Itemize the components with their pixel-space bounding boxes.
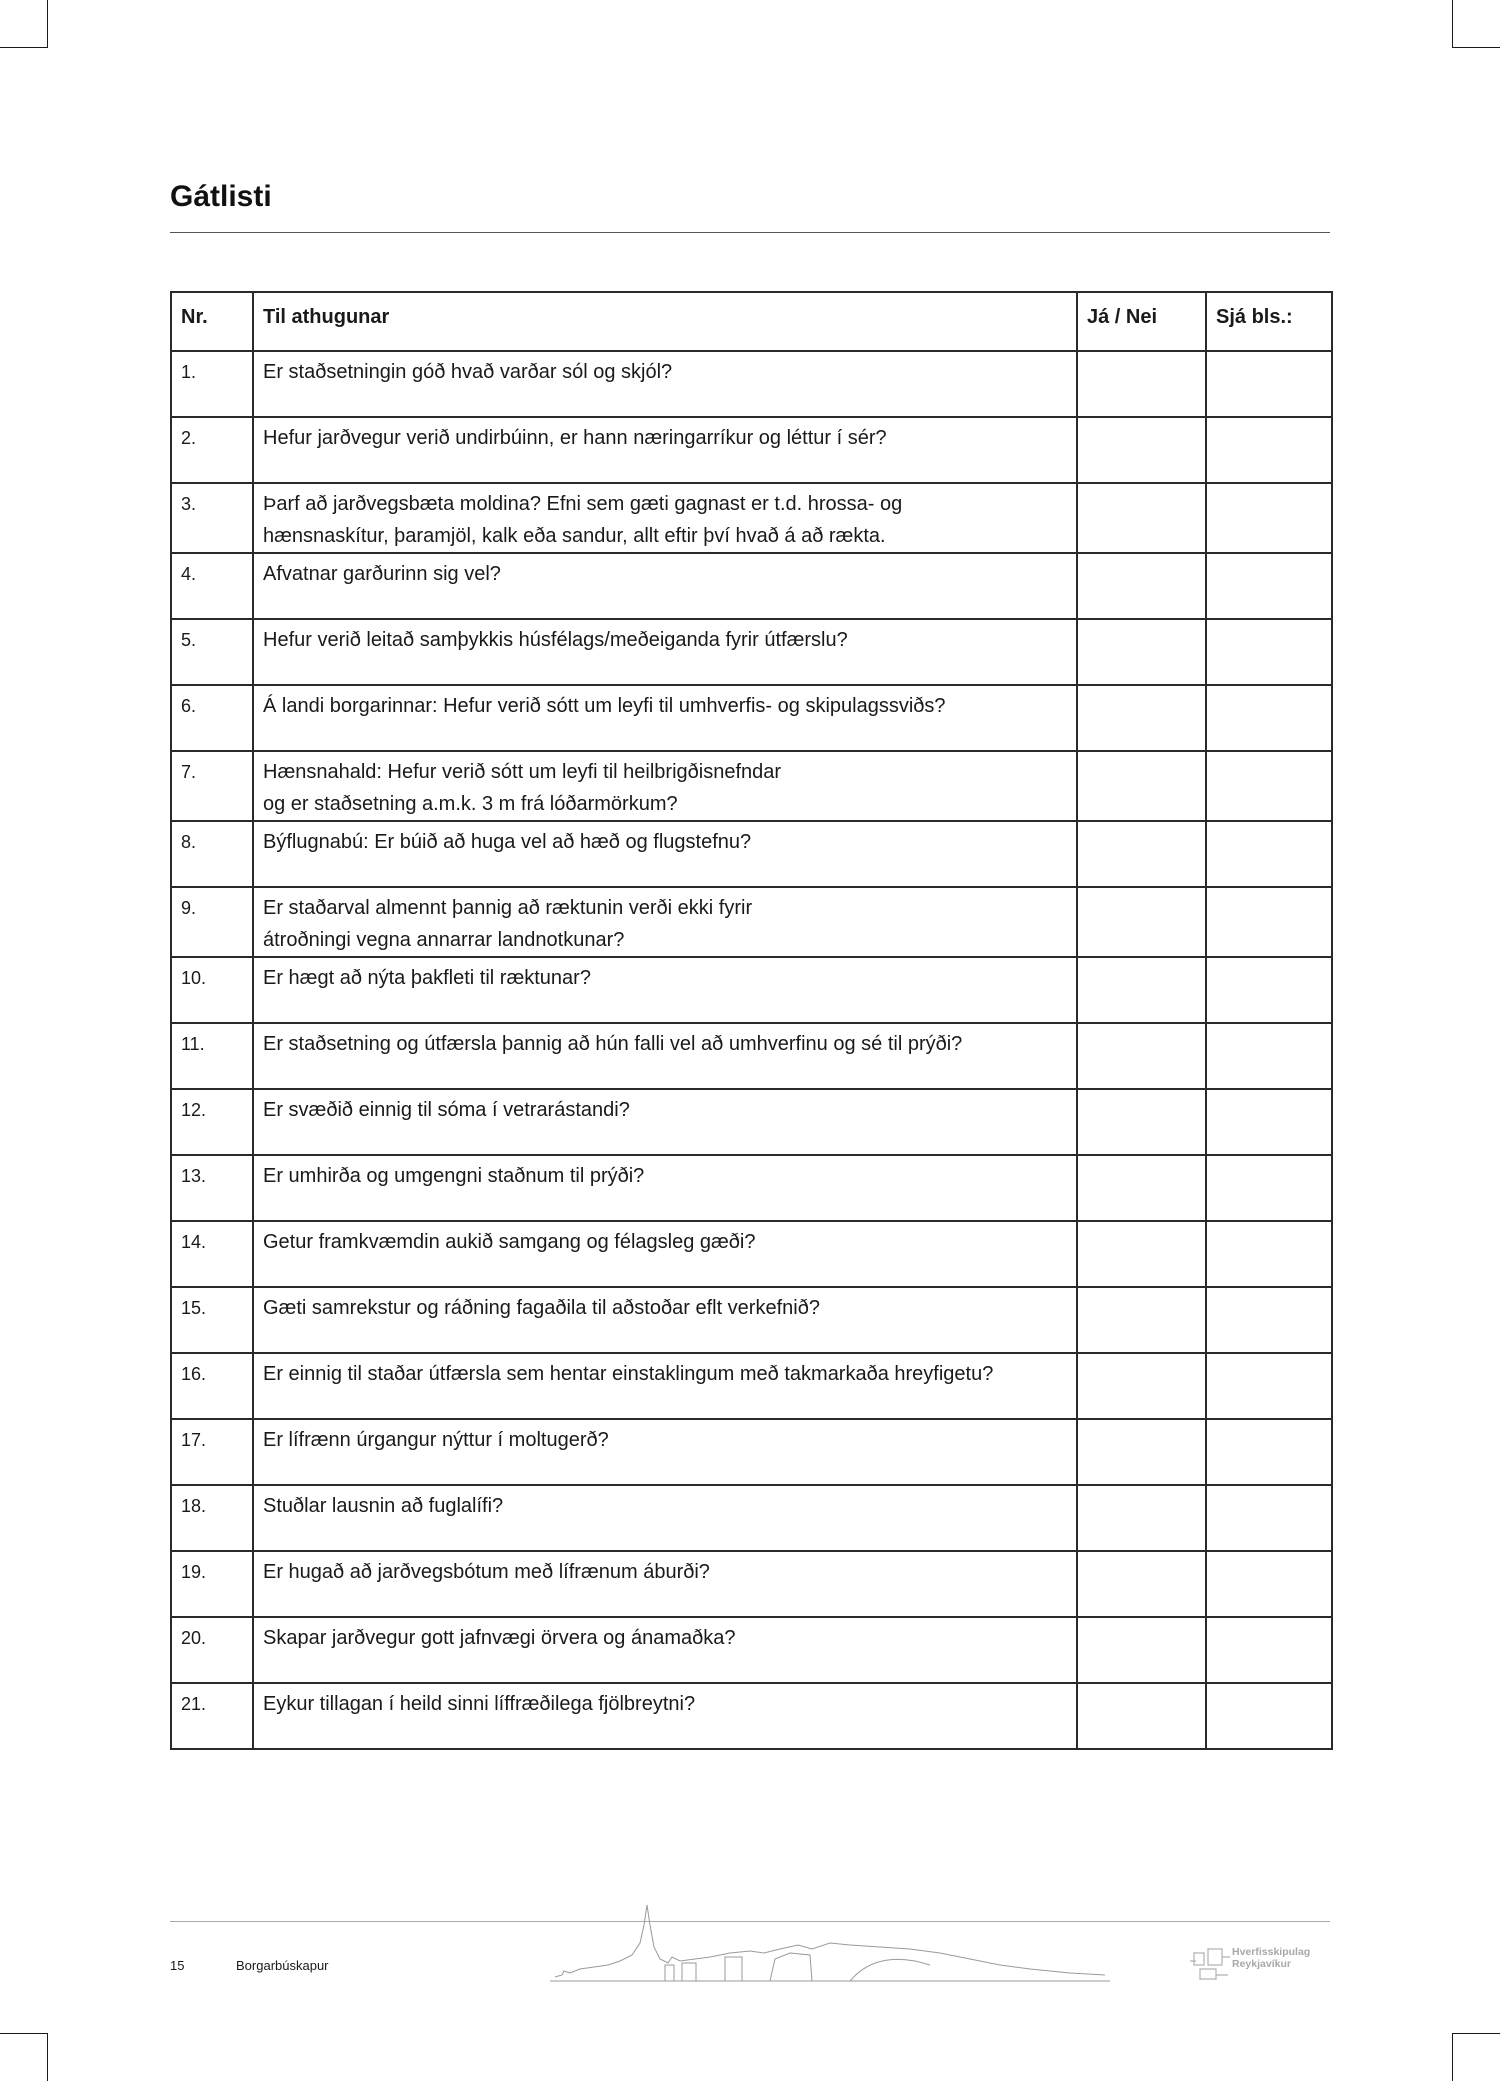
sja-bls-cell[interactable] [1206, 685, 1332, 751]
ja-nei-cell[interactable] [1077, 1023, 1206, 1089]
row-question [253, 1155, 1077, 1221]
row-number: 10. [171, 957, 253, 1023]
table-row [171, 619, 1332, 685]
table-row [171, 1683, 1332, 1749]
row-number: 13. [171, 1155, 253, 1221]
row-number: 3. [171, 483, 253, 553]
row-number: 20. [171, 1617, 253, 1683]
question-line: Afvatnar garðurinn sig vel? [263, 563, 501, 585]
hverfisskipulag-logo-icon [1188, 1943, 1232, 1983]
table-row [171, 483, 1332, 553]
ja-nei-cell[interactable] [1077, 685, 1206, 751]
row-number: 5. [171, 619, 253, 685]
sja-bls-cell[interactable] [1206, 1287, 1332, 1353]
row-number: 12. [171, 1089, 253, 1155]
sja-bls-cell[interactable] [1206, 1419, 1332, 1485]
question-line: Hefur jarðvegur verið undirbúinn, er hann næringarríkur og léttur í sér? [263, 427, 887, 449]
question-line: Stuðlar lausnin að fuglalífi? [263, 1495, 504, 1517]
table-row [171, 1353, 1332, 1419]
row-question [253, 351, 1077, 417]
logo-line-2: Reykjavíkur [1232, 1958, 1291, 1970]
table-row [171, 821, 1332, 887]
row-question [253, 1023, 1077, 1089]
row-number: 2. [171, 417, 253, 483]
row-question [253, 957, 1077, 1023]
checklist-table [170, 291, 1333, 1750]
ja-nei-cell[interactable] [1077, 957, 1206, 1023]
question-line: Er staðarval almennt þannig að ræktunin verði ekki fyrir [263, 897, 753, 919]
title-divider [170, 232, 1330, 233]
table-row [171, 351, 1332, 417]
logo-line-1: Hverfisskipulag [1232, 1946, 1311, 1958]
ja-nei-cell[interactable] [1077, 751, 1206, 821]
question-line: Býflugnabú: Er búið að huga vel að hæð og flugstefnu? [263, 831, 752, 853]
table-row [171, 1287, 1332, 1353]
ja-nei-cell[interactable] [1077, 1683, 1206, 1749]
document-name: Borgarbúskapur [236, 1958, 329, 1973]
table-row [171, 1419, 1332, 1485]
sja-bls-cell[interactable] [1206, 1683, 1332, 1749]
question-line: Hefur verið leitað samþykkis húsfélags/meðeiganda fyrir útfærslu? [263, 629, 848, 651]
question-line: Skapar jarðvegur gott jafnvægi örvera og ánamaðka? [263, 1627, 736, 1649]
sja-bls-cell[interactable] [1206, 957, 1332, 1023]
row-number: 18. [171, 1485, 253, 1551]
question-line: Er svæðið einnig til sóma í vetrarástandi? [263, 1099, 630, 1121]
table-row [171, 751, 1332, 821]
ja-nei-cell[interactable] [1077, 1485, 1206, 1551]
crop-mark [0, 2033, 48, 2034]
question-line: Hænsnahald: Hefur verið sótt um leyfi til heilbrigðisnefndar [263, 761, 782, 783]
ja-nei-cell[interactable] [1077, 619, 1206, 685]
row-number: 16. [171, 1353, 253, 1419]
question-line: Gæti samrekstur og ráðning fagaðila til aðstoðar eflt verkefnið? [263, 1297, 820, 1319]
table-header-row [171, 292, 1332, 351]
sja-bls-cell[interactable] [1206, 417, 1332, 483]
sja-bls-cell[interactable] [1206, 821, 1332, 887]
row-number: 7. [171, 751, 253, 821]
sja-bls-cell[interactable] [1206, 1089, 1332, 1155]
question-line: Er hugað að jarðvegsbótum með lífrænum áburði? [263, 1561, 710, 1583]
ja-nei-cell[interactable] [1077, 1551, 1206, 1617]
sja-bls-cell[interactable] [1206, 1353, 1332, 1419]
sja-bls-cell[interactable] [1206, 887, 1332, 957]
ja-nei-cell[interactable] [1077, 351, 1206, 417]
table-row [171, 957, 1332, 1023]
ja-nei-cell[interactable] [1077, 417, 1206, 483]
row-question [253, 1221, 1077, 1287]
table-row [171, 887, 1332, 957]
crop-mark [47, 2033, 48, 2081]
crop-mark [0, 47, 48, 48]
row-question [253, 553, 1077, 619]
sja-bls-cell[interactable] [1206, 483, 1332, 553]
page-title: Gátlisti [170, 180, 272, 213]
question-line: Er staðsetning og útfærsla þannig að hún falli vel að umhverfinu og sé til prýði? [263, 1033, 963, 1055]
ja-nei-cell[interactable] [1077, 1089, 1206, 1155]
row-question [253, 821, 1077, 887]
question-line: Er staðsetningin góð hvað varðar sól og skjól? [263, 361, 673, 383]
table-row [171, 553, 1332, 619]
row-question [253, 619, 1077, 685]
sja-bls-cell[interactable] [1206, 1023, 1332, 1089]
table-row [171, 417, 1332, 483]
table-row [171, 1617, 1332, 1683]
ja-nei-cell[interactable] [1077, 1419, 1206, 1485]
row-question [253, 1551, 1077, 1617]
row-question [253, 417, 1077, 483]
question-line: Er einnig til staðar útfærsla sem hentar einstaklingum með takmarkaða hreyfigetu? [263, 1363, 994, 1385]
question-line: Er umhirða og umgengni staðnum til prýði? [263, 1165, 645, 1187]
ja-nei-cell[interactable] [1077, 887, 1206, 957]
row-question [253, 685, 1077, 751]
ja-nei-cell[interactable] [1077, 1353, 1206, 1419]
header-nr: Nr. [171, 292, 253, 351]
question-line: átroðningi vegna annarrar landnotkunar? [263, 929, 625, 951]
sja-bls-cell[interactable] [1206, 351, 1332, 417]
row-question [253, 887, 1077, 957]
table-row [171, 1221, 1332, 1287]
sja-bls-cell[interactable] [1206, 1155, 1332, 1221]
row-number: 11. [171, 1023, 253, 1089]
row-number: 19. [171, 1551, 253, 1617]
crop-mark [1452, 47, 1500, 48]
question-line: Eykur tillagan í heild sinni líffræðilega fjölbreytni? [263, 1693, 696, 1715]
sja-bls-cell[interactable] [1206, 1221, 1332, 1287]
row-question [253, 483, 1077, 553]
crop-mark [47, 0, 48, 48]
ja-nei-cell[interactable] [1077, 1287, 1206, 1353]
logo-text [1232, 1946, 1310, 1970]
row-number: 21. [171, 1683, 253, 1749]
ja-nei-cell[interactable] [1077, 1617, 1206, 1683]
sja-bls-cell[interactable] [1206, 553, 1332, 619]
row-question [253, 1617, 1077, 1683]
question-line: Er hægt að nýta þakfleti til ræktunar? [263, 967, 591, 989]
sja-bls-cell[interactable] [1206, 751, 1332, 821]
sja-bls-cell[interactable] [1206, 1551, 1332, 1617]
row-question [253, 1683, 1077, 1749]
header-ja-nei: Já / Nei [1077, 292, 1206, 351]
ja-nei-cell[interactable] [1077, 821, 1206, 887]
city-skyline-illustration [550, 1895, 1130, 1985]
row-question [253, 1089, 1077, 1155]
ja-nei-cell[interactable] [1077, 1221, 1206, 1287]
row-number: 14. [171, 1221, 253, 1287]
question-line: Þarf að jarðvegsbæta moldina? Efni sem gæti gagnast er t.d. hrossa- og [263, 493, 903, 515]
question-line: Á landi borgarinnar: Hefur verið sótt um leyfi til umhverfis- og skipulagssviðs? [263, 695, 946, 717]
sja-bls-cell[interactable] [1206, 1485, 1332, 1551]
row-question [253, 1353, 1077, 1419]
ja-nei-cell[interactable] [1077, 483, 1206, 553]
sja-bls-cell[interactable] [1206, 619, 1332, 685]
table-row [171, 1551, 1332, 1617]
row-question [253, 1419, 1077, 1485]
row-number: 17. [171, 1419, 253, 1485]
row-question [253, 1287, 1077, 1353]
table-row [171, 1485, 1332, 1551]
crop-mark [1452, 2033, 1500, 2034]
table-row [171, 685, 1332, 751]
page-number: 15 [170, 1958, 185, 1973]
ja-nei-cell[interactable] [1077, 553, 1206, 619]
table-row [171, 1155, 1332, 1221]
header-sja-bls: Sjá bls.: [1206, 292, 1332, 351]
question-line: Getur framkvæmdin aukið samgang og félagsleg gæði? [263, 1231, 756, 1253]
table-row [171, 1089, 1332, 1155]
row-question [253, 1485, 1077, 1551]
checklist-rows [171, 351, 1332, 1749]
sja-bls-cell[interactable] [1206, 1617, 1332, 1683]
row-number: 4. [171, 553, 253, 619]
row-number: 15. [171, 1287, 253, 1353]
row-number: 1. [171, 351, 253, 417]
row-number: 6. [171, 685, 253, 751]
question-line: Er lífrænn úrgangur nýttur í moltugerð? [263, 1429, 609, 1451]
row-number: 9. [171, 887, 253, 957]
crop-mark [1452, 2033, 1453, 2081]
ja-nei-cell[interactable] [1077, 1155, 1206, 1221]
table-row [171, 1023, 1332, 1089]
question-line: og er staðsetning a.m.k. 3 m frá lóðarmörkum? [263, 793, 678, 815]
header-til-athugunar: Til athugunar [253, 292, 1077, 351]
question-line: hænsnaskítur, þaramjöl, kalk eða sandur, allt eftir því hvað á að rækta. [263, 525, 886, 547]
row-number: 8. [171, 821, 253, 887]
row-question [253, 751, 1077, 821]
crop-mark [1452, 0, 1453, 48]
